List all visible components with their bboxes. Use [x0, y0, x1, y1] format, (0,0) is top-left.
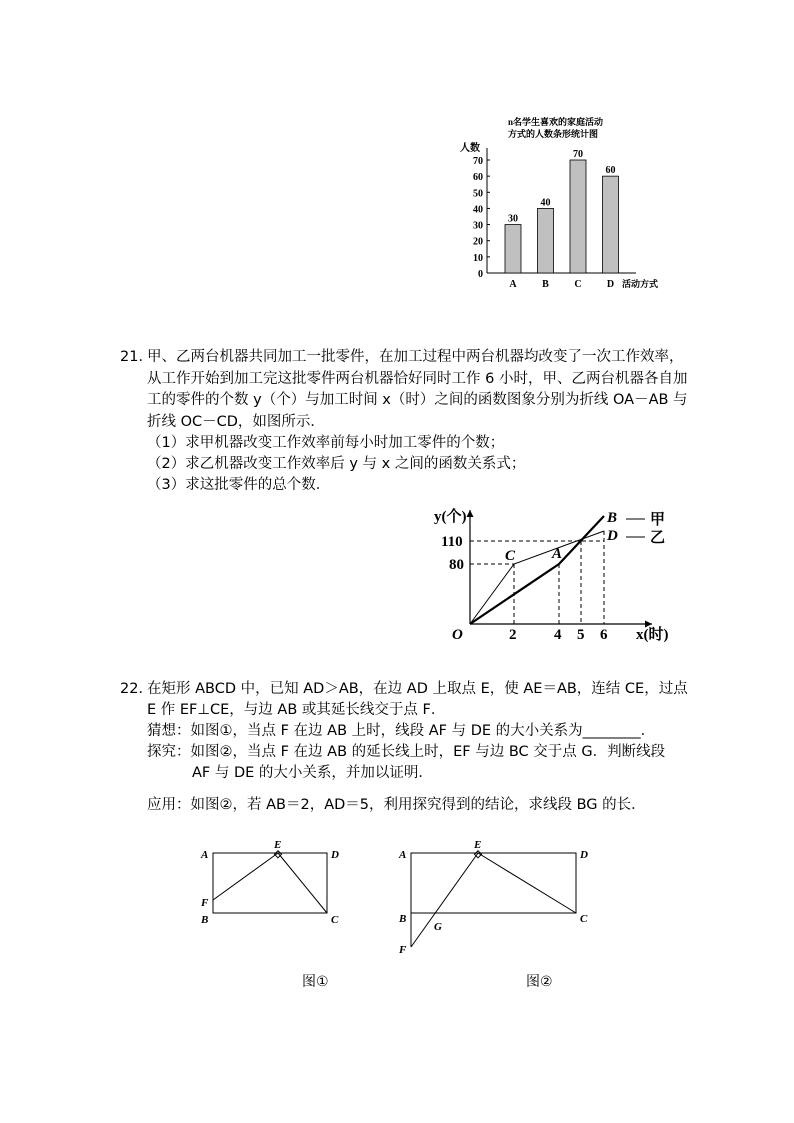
- bar-value-label: 40: [540, 197, 551, 209]
- question-21-number: 21．: [120, 349, 153, 365]
- fig1-label-E: E: [274, 839, 282, 851]
- point-B: B: [607, 510, 618, 526]
- fig2-label-A: A: [399, 849, 407, 861]
- fig1-label-D: D: [331, 849, 339, 861]
- q21-sub-1: （1）求甲机器改变工作效率前每小时加工零件的个数；: [147, 435, 505, 451]
- x-tick-label: D: [606, 279, 615, 290]
- bar-value-label: 30: [508, 213, 518, 225]
- line-jia-OAB: [470, 516, 604, 624]
- fig2-label-B: B: [399, 913, 407, 925]
- q21-line: 工的零件的个数 y（个）与加工时间 x（时）之间的函数图象分别为折线 OA－AB 与: [147, 392, 688, 408]
- x-tick-label: C: [574, 279, 582, 290]
- y-axis-label: y(个): [434, 509, 467, 525]
- fig1-label-A: A: [201, 849, 209, 861]
- q21-line: 折线 OC－CD，如图所示．: [147, 414, 325, 430]
- fig2-label-C: C: [580, 913, 588, 925]
- y-tick-label: 0: [478, 269, 483, 280]
- fig2-label-D: D: [580, 849, 588, 861]
- origin-label: O: [452, 627, 463, 643]
- q22-line: E 作 EF⊥CE，与边 AB 或其延长线交于点 F．: [147, 702, 446, 718]
- x-axis-label: 活动方式: [622, 279, 659, 289]
- x-tick-label: B: [542, 279, 549, 290]
- bar-value-label: 60: [605, 165, 616, 177]
- point-A: A: [552, 546, 563, 562]
- y-tick-label: 70: [473, 156, 483, 167]
- question-22-number: 22．: [120, 681, 153, 697]
- x-axis-label: x(时): [636, 627, 669, 643]
- fig1-label-C: C: [331, 914, 339, 926]
- chart-title: n名学生喜欢的家庭活动: [508, 117, 604, 127]
- fig2-label-G: G: [434, 921, 442, 933]
- point-D: D: [607, 528, 618, 544]
- y-tick: 80: [449, 557, 464, 573]
- figure-1: [213, 851, 327, 913]
- y-tick-label: 20: [473, 236, 483, 248]
- fig2-label-E: E: [474, 839, 482, 851]
- x-tick: 6: [600, 627, 608, 643]
- q22-line: AF 与 DE 的大小关系，并加以证明．: [192, 765, 433, 781]
- x-tick: 4: [554, 627, 562, 643]
- y-tick-label: 10: [473, 252, 483, 264]
- q22-conjecture: 猜想：如图①，当点 F 在边 AB 上时，线段 AF 与 DE 的大小关系为________．: [147, 723, 656, 739]
- q21-line: 甲、乙两台机器共同加工一批零件，在加工过程中两台机器均改变了一次工作效率，: [147, 349, 684, 365]
- y-tick: 110: [441, 534, 463, 550]
- legend-jia: 甲: [650, 512, 666, 528]
- point-C: C: [505, 548, 516, 564]
- figure-2-caption: 图②: [526, 974, 553, 990]
- y-tick-label: 40: [473, 204, 483, 216]
- y-tick-label: 30: [473, 220, 483, 232]
- chart-title: 方式的人数条形统计图: [508, 129, 599, 139]
- q21-sub-2: （2）求乙机器改变工作效率后 y 与 x 之间的函数关系式；: [147, 456, 526, 472]
- x-tick: 5: [577, 627, 585, 643]
- fig2-label-F: F: [399, 944, 407, 956]
- q22-line: 在矩形 ABCD 中，已知 AD＞AB，在边 AD 上取点 E，使 AE＝AB，连结 CE，过点: [147, 681, 688, 697]
- q21-sub-3: （3）求这批零件的总个数．: [147, 477, 331, 493]
- bar-value-label: 70: [573, 149, 583, 160]
- fig1-label-F: F: [201, 897, 209, 909]
- y-axis-label: 人数: [460, 143, 480, 154]
- fig1-label-B: B: [201, 914, 209, 926]
- y-tick-label: 60: [473, 172, 483, 184]
- x-tick-label: A: [509, 279, 517, 290]
- figure-1-caption: 图①: [302, 974, 329, 990]
- q22-application: 应用：如图②，若 AB＝2，AD＝5，利用探究得到的结论，求线段 BG 的长．: [147, 797, 646, 813]
- y-tick-label: 50: [473, 188, 483, 200]
- x-tick: 2: [509, 627, 517, 643]
- legend-yi: 乙: [650, 530, 666, 546]
- q22-explore: 探究：如图②，当点 F 在边 AB 的延长线上时，EF 与边 BC 交于点 G．判断线段: [147, 744, 666, 760]
- q21-line: 从工作开始到加工完这批零件两台机器恰好同时工作 6 小时，甲、乙两台机器各自加: [147, 371, 688, 387]
